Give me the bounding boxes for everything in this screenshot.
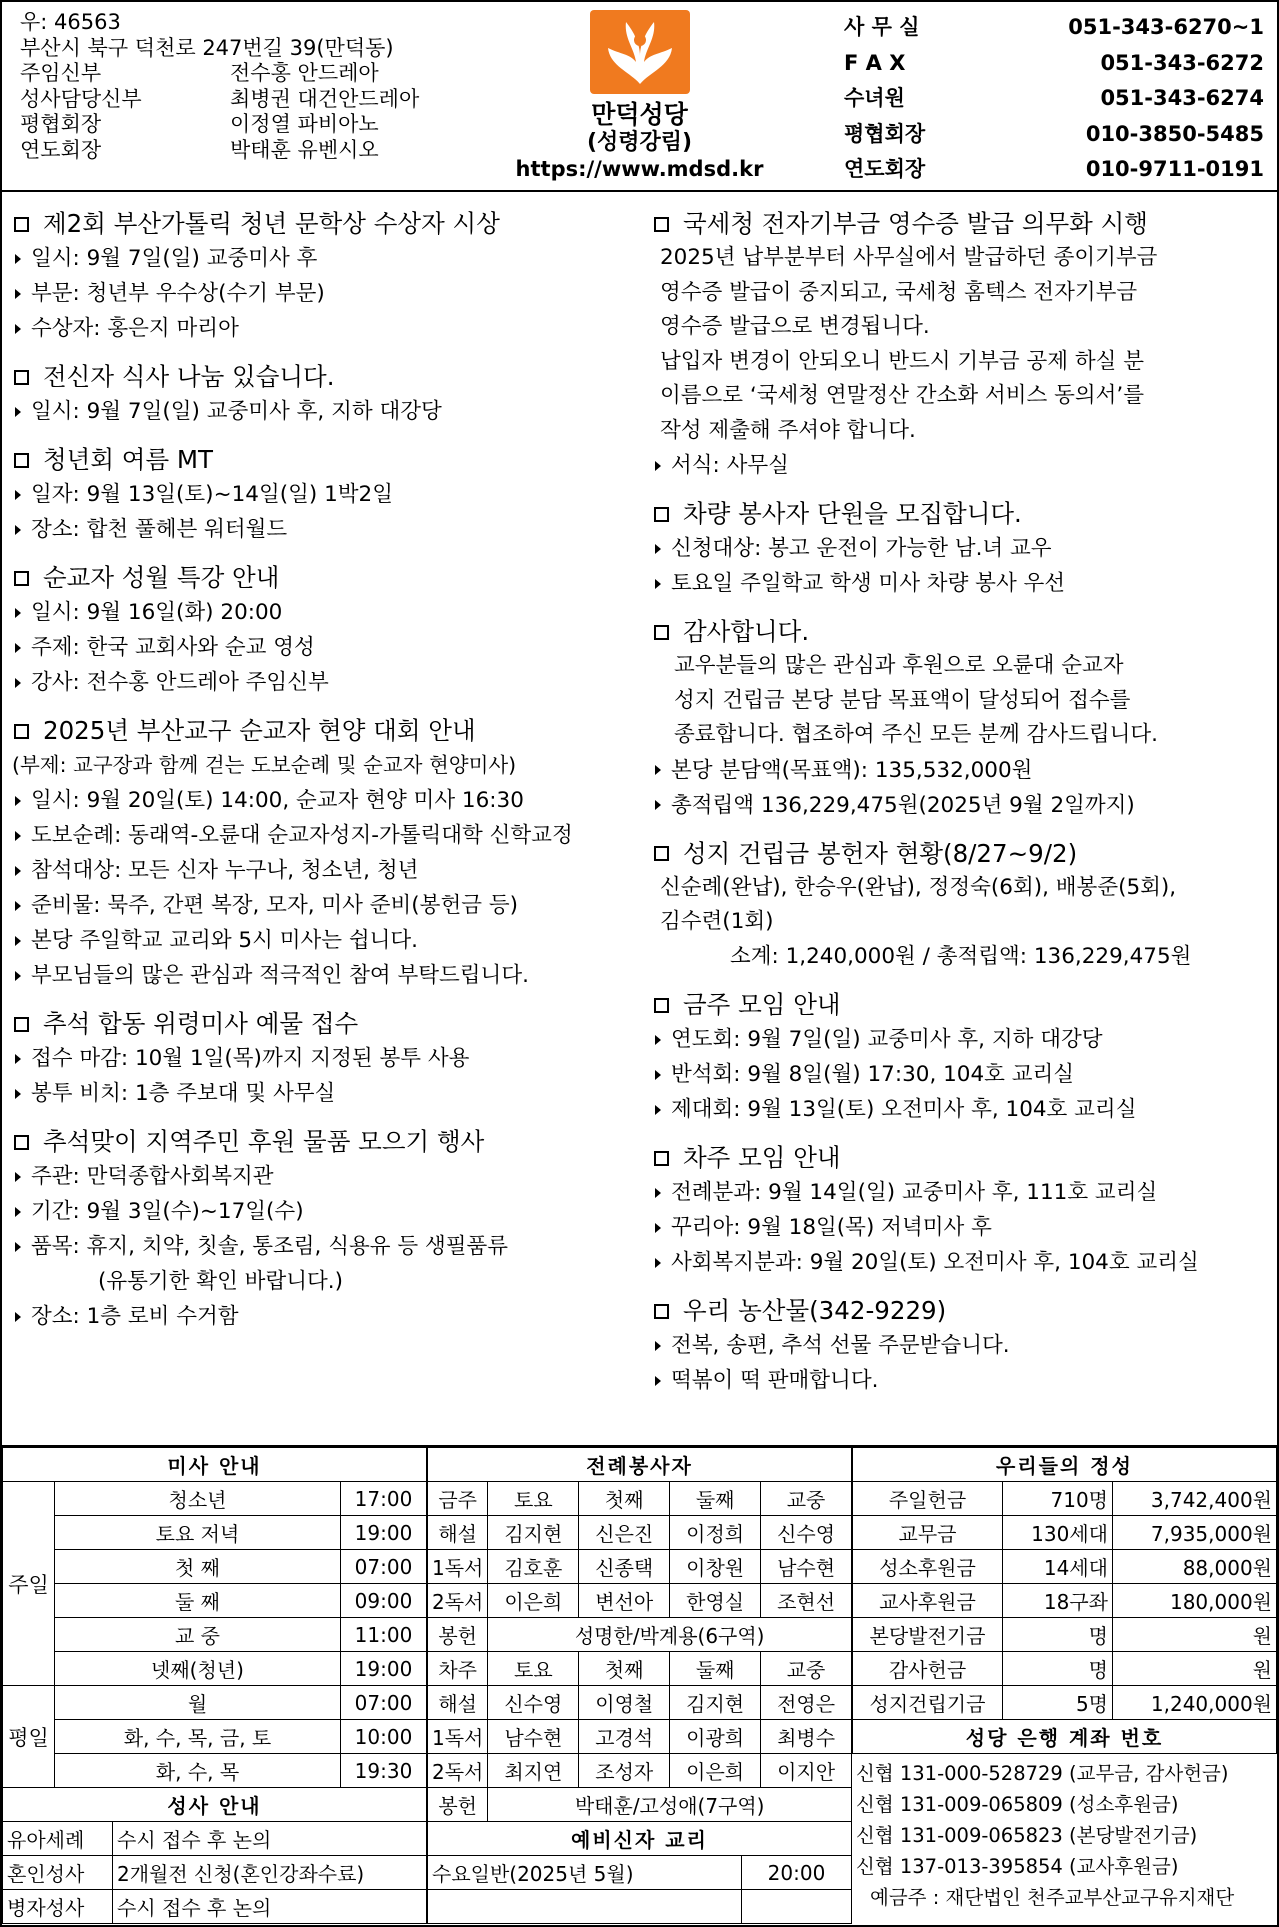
list-item: 장소: 합천 풀헤븐 워터월드 bbox=[10, 512, 635, 547]
table-row: 평일 월 07:00 bbox=[3, 1686, 427, 1720]
section-title: 순교자 성월 특강 안내 bbox=[10, 561, 635, 595]
catechism-table bbox=[427, 1821, 852, 1924]
checkbox-square-icon bbox=[14, 370, 29, 385]
triangle-bullet-icon bbox=[15, 289, 21, 299]
triangle-bullet-icon bbox=[15, 901, 21, 911]
list-item: 본당 분담액(목표액): 135,532,000원 bbox=[650, 753, 1272, 788]
triangle-bullet-icon bbox=[15, 643, 21, 653]
offering-block bbox=[852, 1447, 1277, 1913]
checkbox-square-icon bbox=[14, 724, 29, 739]
notice-martyr-convention bbox=[10, 714, 635, 993]
triangle-bullet-icon bbox=[15, 971, 21, 981]
section-title: 우리 농산물(342-9229) bbox=[650, 1294, 1272, 1328]
section-title: 2025년 부산교구 순교자 현양 대회 안내 bbox=[10, 714, 635, 748]
checkbox-square-icon bbox=[654, 507, 669, 522]
mass-schedule-table bbox=[2, 1447, 427, 1788]
list-item: 품목: 휴지, 치약, 칫솔, 통조림, 식용유 등 생필품류 bbox=[10, 1229, 635, 1264]
section-title: 차주 모임 안내 bbox=[650, 1141, 1272, 1175]
triangle-bullet-icon bbox=[15, 1312, 21, 1322]
notice-meal-sharing bbox=[10, 360, 635, 429]
triangle-bullet-icon bbox=[15, 796, 21, 806]
bank-accounts bbox=[852, 1754, 1277, 1913]
table-row: 성지건립기금 5명 1,240,000원 bbox=[853, 1686, 1277, 1720]
paragraph-line: 영수증 발급으로 변경됩니다. bbox=[660, 314, 930, 339]
table-header-row: 금주 토요 첫째 둘째 교중 bbox=[428, 1482, 852, 1516]
list-item: 장소: 1층 로비 수거함 bbox=[10, 1299, 635, 1334]
list-item: 일시: 9월 16일(화) 20:00 bbox=[10, 595, 635, 630]
paragraph-line: 2025년 납부분부터 사무실에서 발급하던 종이기부금 bbox=[660, 245, 1158, 270]
list-item: 부모님들의 많은 관심과 적극적인 참여 부탁드립니다. bbox=[10, 958, 635, 993]
info-row: 성사담당신부 최병권 대건안드레아 bbox=[20, 86, 420, 111]
table-row: 주일 청소년 17:00 bbox=[3, 1482, 427, 1516]
list-item: 기간: 9월 3일(수)~17일(수) bbox=[10, 1194, 635, 1229]
liturgy-servers-block bbox=[427, 1447, 852, 1924]
triangle-bullet-icon bbox=[15, 608, 21, 618]
table-row: 병자성사 수시 접수 후 논의 bbox=[3, 1890, 427, 1924]
table-row: 1독서 남수현 고경석 이광희 최병수 bbox=[428, 1720, 852, 1754]
list-item: 접수 마감: 10월 1일(목)까지 지정된 봉투 사용 bbox=[10, 1041, 635, 1076]
table-row: 교무금 130세대 7,935,000원 bbox=[853, 1516, 1277, 1550]
contact-row: 평협회장 010-3850-5485 bbox=[844, 121, 1264, 146]
section-title: 추석 합동 위령미사 예물 접수 bbox=[10, 1007, 635, 1041]
section-title: 성지 건립금 봉헌자 현황(8/27~9/2) bbox=[650, 837, 1272, 871]
notice-car-volunteer bbox=[650, 497, 1272, 601]
contact-row: 수녀원 051-343-6274 bbox=[844, 86, 1264, 110]
paragraph-line: 김수련(1회) bbox=[660, 909, 774, 934]
list-item: 주관: 만덕종합사회복지관 bbox=[10, 1159, 635, 1194]
right-column bbox=[650, 207, 1272, 1412]
header bbox=[2, 2, 1277, 192]
table-row: 성소후원금 14세대 88,000원 bbox=[853, 1550, 1277, 1584]
table-row: 교 중 11:00 bbox=[3, 1618, 427, 1652]
info-row: 주임신부 전수홍 안드레아 bbox=[20, 61, 379, 85]
table-row: 둘 째 09:00 bbox=[3, 1584, 427, 1618]
table-title: 전례봉사자 bbox=[428, 1448, 852, 1482]
table-title: 우리들의 정성 bbox=[853, 1448, 1277, 1482]
parish-info bbox=[20, 10, 520, 163]
table-row: 유아세례 수시 접수 후 논의 bbox=[3, 1822, 427, 1856]
checkbox-square-icon bbox=[14, 453, 29, 468]
row-group-label: 주일 bbox=[3, 1482, 55, 1686]
parish-subtitle: (성령강림) bbox=[586, 130, 693, 155]
section-title: 국세청 전자기부금 영수증 발급 의무화 시행 bbox=[650, 207, 1272, 241]
section-title: 전신자 식사 나눔 있습니다. bbox=[10, 360, 635, 394]
notice-next-week-meetings bbox=[650, 1141, 1272, 1280]
table-row bbox=[428, 1890, 852, 1924]
donation-total: 소계: 1,240,000원 / 총적립액: 136,229,475원 bbox=[730, 943, 1192, 969]
triangle-bullet-icon bbox=[655, 579, 661, 589]
list-item: 준비물: 묵주, 간편 복장, 모자, 미사 준비(봉헌금 등) bbox=[10, 888, 635, 923]
table-row: 1독서 김호훈 신종택 이창원 남수현 bbox=[428, 1550, 852, 1584]
liturgy-servers-table bbox=[427, 1447, 852, 1822]
contact-row: 사 무 실 051-343-6270~1 bbox=[844, 15, 1264, 39]
list-item: 봉투 비치: 1층 주보대 및 사무실 bbox=[10, 1076, 635, 1111]
triangle-bullet-icon bbox=[15, 1054, 21, 1064]
section-title: 차량 봉사자 단원을 모집합니다. bbox=[650, 497, 1272, 531]
section-subtitle: (부제: 교구장과 함께 걷는 도보순례 및 순교자 현양미사) bbox=[12, 753, 517, 777]
contact-list bbox=[844, 10, 1264, 188]
bottom-tables bbox=[2, 1445, 1277, 1927]
triangle-bullet-icon bbox=[15, 407, 21, 417]
table-row: 주일헌금 710명 3,742,400원 bbox=[853, 1482, 1277, 1516]
info-row: 부산시 북구 덕천로 247번길 39(만덕동) bbox=[20, 35, 394, 60]
triangle-bullet-icon bbox=[655, 1258, 661, 1268]
checkbox-square-icon bbox=[14, 1017, 29, 1032]
section-title: 감사합니다. bbox=[650, 615, 1272, 649]
triangle-bullet-icon bbox=[655, 1188, 661, 1198]
notice-tax-receipt bbox=[650, 207, 1272, 483]
triangle-bullet-icon bbox=[655, 544, 661, 554]
table-row: 수요일반(2025년 5월) 20:00 bbox=[428, 1856, 852, 1890]
triangle-bullet-icon bbox=[655, 765, 661, 775]
triangle-bullet-icon bbox=[15, 324, 21, 334]
checkbox-square-icon bbox=[14, 217, 29, 232]
triangle-bullet-icon bbox=[655, 1341, 661, 1351]
sacrament-table bbox=[2, 1787, 427, 1924]
notice-donors bbox=[650, 837, 1272, 975]
table-row: 해설 김지현 신은진 이정희 신수영 bbox=[428, 1516, 852, 1550]
contact-row: 연도회장 010-9711-0191 bbox=[844, 157, 1264, 181]
checkbox-square-icon bbox=[654, 846, 669, 861]
checkbox-square-icon bbox=[14, 571, 29, 586]
paragraph-line: 신순례(완납), 한승우(완납), 정정숙(6회), 배봉준(5회), bbox=[660, 874, 1177, 900]
section-title: 청년회 여름 MT bbox=[10, 443, 635, 477]
table-title: 예비신자 교리 bbox=[428, 1822, 852, 1856]
list-item: 일자: 9월 13일(토)~14일(일) 1박2일 bbox=[10, 477, 635, 512]
notice-literature-award bbox=[10, 207, 635, 346]
table-row: 혼인성사 2개월전 신청(혼인강좌수료) bbox=[3, 1856, 427, 1890]
bank-account-line: 신협 131-009-065809 (성소후원금) bbox=[856, 1793, 1179, 1816]
triangle-bullet-icon bbox=[15, 254, 21, 264]
offering-table bbox=[852, 1447, 1277, 1754]
list-item: 주제: 한국 교회사와 순교 영성 bbox=[10, 630, 635, 665]
list-item: 전복, 송편, 추석 선물 주문받습니다. bbox=[650, 1328, 1272, 1363]
checkbox-square-icon bbox=[654, 1304, 669, 1319]
paragraph-line: 종료합니다. 협조하여 주신 모든 분께 감사드립니다. bbox=[674, 722, 1158, 747]
checkbox-square-icon bbox=[654, 217, 669, 232]
checkbox-square-icon bbox=[654, 1151, 669, 1166]
table-title: 성사 안내 bbox=[3, 1788, 427, 1822]
triangle-bullet-icon bbox=[655, 1105, 661, 1115]
list-item: 반석회: 9월 8일(월) 17:30, 104호 교리실 bbox=[650, 1057, 1272, 1092]
table-row: 봉헌 성명한/박계용(6구역) bbox=[428, 1618, 852, 1652]
list-item: 본당 주일학교 교리와 5시 미사는 쉽니다. bbox=[10, 923, 635, 958]
triangle-bullet-icon bbox=[655, 1070, 661, 1080]
list-item: 전례분과: 9월 14일(일) 교중미사 후, 111호 교리실 bbox=[650, 1175, 1272, 1210]
parish-logo-block bbox=[507, 10, 772, 182]
list-item: 연도회: 9월 7일(일) 교중미사 후, 지하 대강당 bbox=[650, 1022, 1272, 1057]
table-row: 해설 신수영 이영철 김지현 전영은 bbox=[428, 1686, 852, 1720]
table-row: 화, 수, 목, 금, 토 10:00 bbox=[3, 1720, 427, 1754]
paragraph-line: 교우분들의 많은 관심과 후원으로 오륜대 순교자 bbox=[674, 653, 1124, 678]
triangle-bullet-icon bbox=[15, 678, 21, 688]
bank-account-line: 신협 131-009-065823 (본당발전기금) bbox=[856, 1824, 1198, 1847]
triangle-bullet-icon bbox=[655, 1035, 661, 1045]
list-item: 도보순례: 동래역-오륜대 순교자성지-가톨릭대학 신학교정 bbox=[10, 818, 635, 853]
list-item: 총적립액 136,229,475원(2025년 9월 2일까지) bbox=[650, 788, 1272, 823]
triangle-bullet-icon bbox=[15, 1172, 21, 1182]
parish-url[interactable]: https://www.mdsd.kr bbox=[515, 157, 764, 181]
paragraph-line: 이름으로 ‘국세청 연말정산 간소화 서비스 동의서’를 bbox=[660, 383, 1144, 408]
table-row: 화, 수, 목 19:30 bbox=[3, 1754, 427, 1788]
checkbox-square-icon bbox=[654, 625, 669, 640]
table-row: 첫 째 07:00 bbox=[3, 1550, 427, 1584]
checkbox-square-icon bbox=[654, 998, 669, 1013]
table-row: 본당발전기금 명 원 bbox=[853, 1618, 1277, 1652]
triangle-bullet-icon bbox=[655, 1376, 661, 1386]
notice-chuseok-donation bbox=[10, 1125, 635, 1334]
table-row: 봉헌 박태훈/고성애(7구역) bbox=[428, 1788, 852, 1822]
list-item: 참석대상: 모든 신자 누구나, 청소년, 청년 bbox=[10, 853, 635, 888]
mass-schedule-block bbox=[2, 1447, 427, 1924]
notice-martyr-lecture bbox=[10, 561, 635, 700]
account-owner: 예금주 : 재단법인 천주교부산교구유지재단 bbox=[870, 1886, 1235, 1909]
triangle-bullet-icon bbox=[655, 800, 661, 810]
triangle-bullet-icon bbox=[15, 936, 21, 946]
contact-row: F A X 051-343-6272 bbox=[844, 50, 1264, 75]
table-title: 성당 은행 계좌 번호 bbox=[853, 1720, 1277, 1754]
triangle-bullet-icon bbox=[15, 1207, 21, 1217]
list-item: 일시: 9월 7일(일) 교중미사 후, 지하 대강당 bbox=[10, 394, 635, 429]
triangle-bullet-icon bbox=[15, 1089, 21, 1099]
list-item: 일시: 9월 20일(토) 14:00, 순교자 현양 미사 16:30 bbox=[10, 783, 635, 818]
table-title: 미사 안내 bbox=[3, 1448, 427, 1482]
triangle-bullet-icon bbox=[15, 866, 21, 876]
section-title: 제2회 부산가톨릭 청년 문학상 수상자 시상 bbox=[10, 207, 635, 241]
info-row: 우: 46563 bbox=[20, 10, 121, 34]
triangle-bullet-icon bbox=[15, 1242, 21, 1252]
row-group-label: 평일 bbox=[3, 1686, 55, 1788]
list-item: 떡볶이 떡 판매합니다. bbox=[650, 1363, 1272, 1398]
table-header-row: 차주 토요 첫째 둘째 교중 bbox=[428, 1652, 852, 1686]
table-row: 감사헌금 명 원 bbox=[853, 1652, 1277, 1686]
table-row: 교사후원금 18구좌 180,000원 bbox=[853, 1584, 1277, 1618]
section-title: 금주 모임 안내 bbox=[650, 988, 1272, 1022]
list-item: 토요일 주일학교 학생 미사 차량 봉사 우선 bbox=[650, 566, 1272, 601]
list-item: 일시: 9월 7일(일) 교중미사 후 bbox=[10, 241, 635, 276]
table-row: 토요 저녁 19:00 bbox=[3, 1516, 427, 1550]
info-row: 평협회장 이정열 파비아노 bbox=[20, 112, 379, 136]
list-item: 강사: 전수홍 안드레아 주임신부 bbox=[10, 665, 635, 700]
paragraph-line: 영수증 발급이 중지되고, 국세청 홈텍스 전자기부금 bbox=[660, 279, 1138, 305]
table-row: 넷째(청년) 19:00 bbox=[3, 1652, 427, 1686]
triangle-bullet-icon bbox=[15, 490, 21, 500]
parish-name: 만덕성당 bbox=[591, 100, 688, 129]
dove-flame-logo-icon bbox=[590, 10, 690, 94]
section-title: 추석맞이 지역주민 후원 물품 모으기 행사 bbox=[10, 1125, 635, 1159]
paragraph-line: 납입자 변경이 안되오니 반드시 기부금 공제 하실 분 bbox=[660, 348, 1144, 374]
paragraph-line: 작성 제출해 주셔야 합니다. bbox=[660, 417, 916, 443]
list-item: 사회복지분과: 9월 20일(토) 오전미사 후, 104호 교리실 bbox=[650, 1245, 1272, 1280]
notice-chuseok-mass bbox=[10, 1007, 635, 1111]
list-item: 신청대상: 봉고 운전이 가능한 남.녀 교우 bbox=[650, 531, 1272, 566]
notice-this-week-meetings bbox=[650, 988, 1272, 1127]
table-row: 2독서 이은희 변선아 한영실 조현선 bbox=[428, 1584, 852, 1618]
checkbox-square-icon bbox=[14, 1135, 29, 1150]
info-row: 연도회장 박태훈 유벤시오 bbox=[20, 137, 379, 162]
left-column bbox=[10, 207, 635, 1348]
list-item: 꾸리아: 9월 18일(목) 저녁미사 후 bbox=[650, 1210, 1272, 1245]
bank-account-line: 신협 131-000-528729 (교무금, 감사헌금) bbox=[856, 1762, 1229, 1785]
triangle-bullet-icon bbox=[15, 831, 21, 841]
triangle-bullet-icon bbox=[655, 1223, 661, 1233]
list-item: 수상자: 홍은지 마리아 bbox=[10, 311, 635, 346]
bank-account-line: 신협 137-013-395854 (교사후원금) bbox=[856, 1855, 1179, 1878]
table-row: 2독서 최지연 조성자 이은희 이지안 bbox=[428, 1754, 852, 1788]
notice-thanks bbox=[650, 615, 1272, 823]
list-item: 부문: 청년부 우수상(수기 부문) bbox=[10, 276, 635, 311]
triangle-bullet-icon bbox=[15, 525, 21, 535]
notice-farm-products bbox=[650, 1294, 1272, 1398]
triangle-bullet-icon bbox=[655, 461, 661, 471]
paragraph-line: 성지 건립금 본당 분담 목표액이 달성되어 접수를 bbox=[674, 687, 1131, 713]
list-item-note: (유통기한 확인 바랍니다.) bbox=[98, 1269, 343, 1294]
list-item: 서식: 사무실 bbox=[650, 448, 1272, 483]
notice-youth-mt bbox=[10, 443, 635, 547]
list-item: 제대회: 9월 13일(토) 오전미사 후, 104호 교리실 bbox=[650, 1092, 1272, 1127]
